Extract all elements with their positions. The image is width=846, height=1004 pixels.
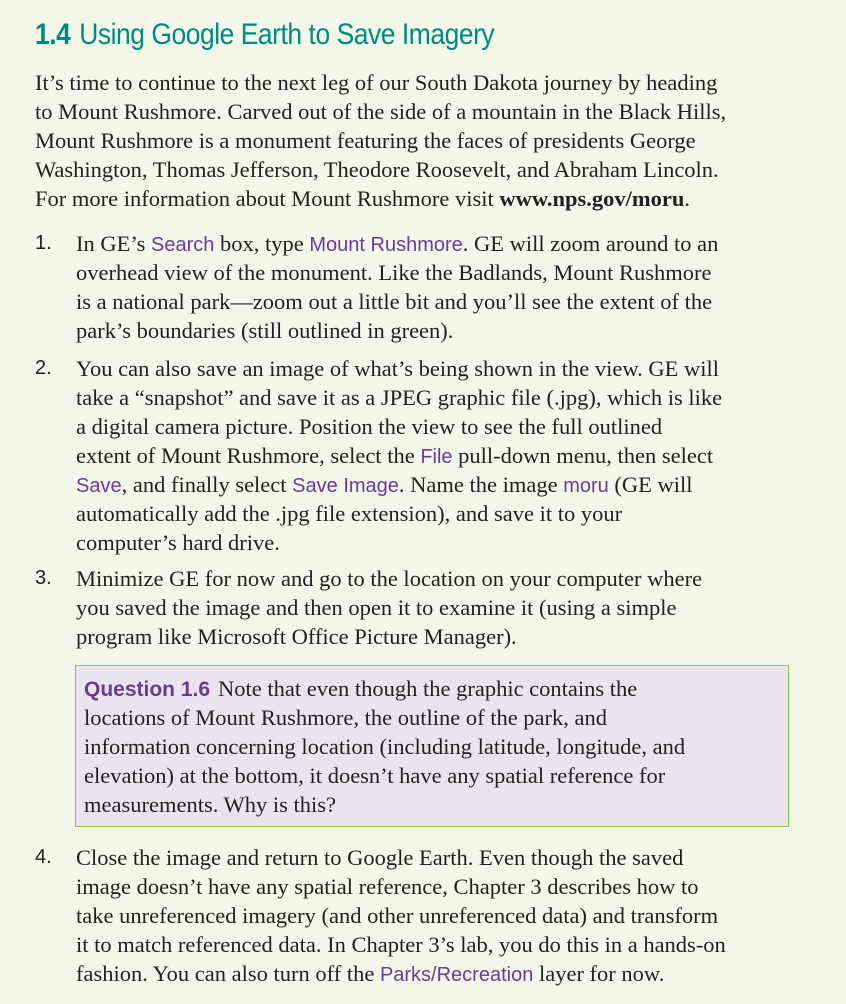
step-2 (76, 354, 722, 557)
text-segment: layer for now. (533, 961, 665, 986)
intro-paragraph (35, 68, 726, 213)
text-line (84, 761, 685, 790)
section-heading (35, 18, 494, 52)
text-line (76, 441, 722, 470)
text-segment: Minimize GE for now and go to the location on your computer where (76, 566, 703, 591)
text-segment: For more information about Mount Rushmore visit (35, 186, 500, 211)
text-line (76, 412, 722, 441)
text-segment: . Name the image (398, 472, 564, 497)
text-line (76, 383, 722, 412)
text-segment: you saved the image and then open it to examine it (using a simple (76, 595, 677, 620)
text-segment: It’s time to continue to the next leg of our South Dakota journey by heading (35, 70, 718, 95)
text-line (76, 622, 702, 651)
ui-term: Search (151, 234, 215, 256)
text-segment: (GE will (608, 472, 693, 497)
text-line (76, 593, 702, 622)
step-1 (76, 229, 718, 345)
text-segment: fashion. You can also turn off the (76, 961, 380, 986)
text-segment: program like Microsoft Office Picture Manager). (76, 624, 517, 649)
text-segment: You can also save an image of what’s being shown in the view. GE will (76, 356, 720, 381)
section-number: 1.4 (35, 18, 71, 51)
text-line (76, 499, 722, 528)
text-line (76, 258, 718, 287)
ui-term: moru (563, 475, 609, 497)
text-segment: park’s boundaries (still outlined in green). (76, 318, 454, 343)
text-line (76, 564, 702, 593)
ui-term: Save Image (292, 475, 399, 497)
text-segment: pull-down menu, then select (452, 443, 714, 468)
text-segment: computer’s hard drive. (76, 530, 280, 555)
text-segment: Mount Rushmore is a monument featuring the faces of presidents George (35, 128, 696, 153)
text-segment: locations of Mount Rushmore, the outline of the park, and (84, 705, 608, 730)
text-line (76, 901, 726, 930)
text-segment: Washington, Thomas Jefferson, Theodore Roosevelt, and Abraham Lincoln. (35, 157, 719, 182)
text-line (76, 470, 722, 499)
text-line (76, 528, 722, 557)
text-line (84, 732, 685, 761)
text-line (35, 184, 726, 213)
text-line (35, 97, 726, 126)
text-segment: , and finally select (121, 472, 293, 497)
text-line (76, 287, 718, 316)
question-label: Question 1.6 (84, 678, 211, 701)
step-4 (76, 843, 726, 988)
text-line (76, 930, 726, 959)
section-title: Using Google Earth to Save Imagery (79, 18, 495, 51)
text-segment: . (684, 186, 691, 211)
text-segment: Close the image and return to Google Earth. Even though the saved (76, 845, 684, 870)
text-segment: take a “snapshot” and save it as a JPEG graphic file (.jpg), which is like (76, 385, 723, 410)
step-number: 1. (35, 232, 52, 254)
text-segment: . GE will zoom around to an (462, 231, 719, 256)
step-number: 3. (35, 567, 52, 589)
question-text (84, 674, 685, 819)
step-number: 2. (35, 357, 52, 379)
step-3 (76, 564, 702, 651)
ui-term: Save (76, 475, 122, 497)
text-segment: is a national park—zoom out a little bit and you’ll see the extent of the (76, 289, 713, 314)
ui-term: Mount Rushmore (309, 234, 463, 256)
text-segment: automatically add the .jpg file extension), and save it to your (76, 501, 623, 526)
text-line (35, 126, 726, 155)
text-line (76, 229, 718, 258)
text-segment: take unreferenced imagery (and other unreferenced data) and transform (76, 903, 719, 928)
text-line (84, 674, 685, 703)
text-segment: a digital camera picture. Position the view to see the full outlined (76, 414, 663, 439)
text-segment: box, type (214, 231, 310, 256)
text-line (84, 790, 685, 819)
text-line (76, 354, 722, 383)
text-line (76, 959, 726, 988)
text-segment: information concerning location (including latitude, longitude, and (84, 734, 686, 759)
text-line (35, 68, 726, 97)
text-segment: measurements. Why is this? (84, 792, 337, 817)
question-box (75, 665, 789, 827)
text-line (76, 843, 726, 872)
text-segment: to Mount Rushmore. Carved out of the side of a mountain in the Black Hills, (35, 99, 727, 124)
text-segment: overhead view of the monument. Like the Badlands, Mount Rushmore (76, 260, 712, 285)
text-line (35, 155, 726, 184)
url-text: www.nps.gov/moru (499, 186, 685, 211)
text-segment: it to match referenced data. In Chapter 3’s lab, you do this in a hands-on (76, 932, 726, 957)
text-segment: extent of Mount Rushmore, select the (76, 443, 421, 468)
text-segment: image doesn’t have any spatial reference, Chapter 3 describes how to (76, 874, 699, 899)
text-line (84, 703, 685, 732)
text-segment: Note that even though the graphic contains the (218, 676, 638, 701)
ui-term: File (420, 446, 453, 468)
text-line (76, 316, 718, 345)
text-line (76, 872, 726, 901)
step-number: 4. (35, 846, 52, 868)
text-segment: In GE’s (76, 231, 151, 256)
text-segment: elevation) at the bottom, it doesn’t have any spatial reference for (84, 763, 666, 788)
ui-term: Parks/Recreation (379, 964, 534, 986)
